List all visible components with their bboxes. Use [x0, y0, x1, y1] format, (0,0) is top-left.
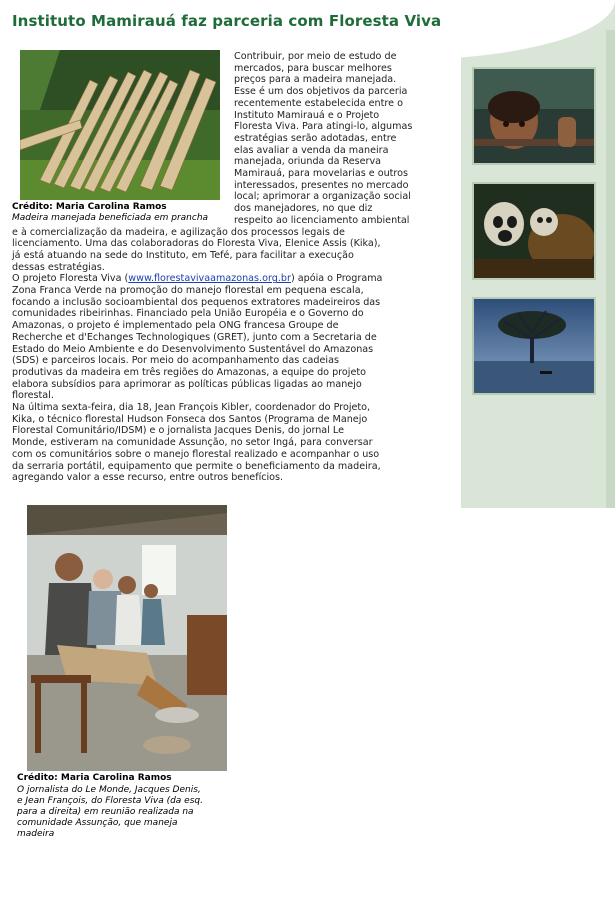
photo2-caption [17, 785, 242, 840]
caption-line: comunidade Assunção, que maneja [17, 818, 178, 828]
text-line: Recherche et d'Echanges Technologiques (GRET), junto com a Secretaria de [12, 331, 377, 343]
text-line: Mamirauá, para movelarias e outros [234, 168, 409, 179]
photo1-caption: Madeira manejada beneficiada em prancha [12, 213, 209, 223]
text-line: elas avaliar a venda da maneira [234, 144, 389, 156]
text-line: local; aprimorar a organização social [234, 191, 411, 203]
photo-lumber-planks [20, 50, 220, 200]
text-line: Contribuir, por meio de estudo de [234, 51, 397, 62]
text-line: dessas estratégias. [12, 261, 105, 273]
caption-line: madeira [17, 829, 55, 839]
text-line: Monde, estiveram na comunidade Assunção, no setor Ingá, para conversar [12, 437, 373, 449]
text-line: Zona Franca Verde na promoção do manejo florestal em pequena escala, [12, 285, 364, 296]
text-line: agregando valor a esse recurso, entre outros benefícios. [12, 472, 284, 484]
text-line: recentemente estabelecida entre o [234, 97, 403, 109]
link-suffix: ) apóia o Programa [290, 273, 383, 285]
text-line: Amazonas, o projeto é implementado pela ONG francesa Groupe de [12, 320, 339, 332]
caption-line: O jornalista do Le Monde, Jacques Denis, [17, 785, 201, 795]
text-line: Esse é um dos objetivos da parceria [234, 86, 408, 98]
text-line: respeito ao licenciamento ambiental [234, 214, 410, 226]
text-line: Instituto Mamirauá e o Projeto [234, 109, 380, 121]
text-line: comunidades ribeirinhas. Financiado pela União Européia e o Governo do [12, 308, 364, 320]
caption-line: para a direita) em reunião realizada na [17, 807, 194, 817]
text-line: Na última sexta-feira, dia 18, Jean François Kibler, coordenador do Projeto, [12, 402, 371, 413]
photo1-credit: Crédito: Maria Carolina Ramos [12, 202, 167, 212]
text-line: produtivas da madeira em três regiões do Amazonas, a equipe do projeto [12, 366, 366, 378]
text-line-with-link [12, 273, 382, 285]
link-prefix: O projeto Floresta Viva ( [12, 273, 129, 285]
text-line: preços para a madeira manejada. [234, 74, 397, 86]
photo-meeting [27, 505, 227, 771]
text-line: já está atuando na sede do Instituto, em Tefé, para facilitar a execução [12, 249, 354, 261]
text-line: interessados, presentes no mercado [234, 179, 409, 191]
sidebar-edge [606, 30, 615, 508]
text-line: licenciamento. Uma das colaboradoras do Floresta Viva, Elenice Assis (Kika), [12, 238, 381, 250]
thumbnail-child[interactable] [472, 67, 596, 165]
thumbnail-flooded-tree[interactable] [472, 297, 596, 395]
caption-line: e Jean François, do Floresta Viva (da esq. [17, 796, 203, 806]
text-line: e à comercialização da madeira, e agilização dos processos legais de [12, 226, 345, 238]
photo2-credit: Crédito: Maria Carolina Ramos [17, 773, 172, 783]
thumbnail-monkey[interactable] [472, 182, 596, 280]
text-line: com os comunitários sobre o manejo florestal realizado e acompanhar o uso [12, 448, 380, 460]
text-line: dos manejadores, no que diz [234, 203, 373, 215]
floresta-viva-link[interactable]: www.florestavivaamazonas.org.br [128, 273, 291, 285]
text-line: Florestal Comunitário/IDSM) e o jornalista Jacques Denis, do jornal Le [12, 425, 344, 437]
article-title: Instituto Mamirauá faz parceria com Floresta Viva [12, 12, 442, 30]
text-line: manejada, oriunda da Reserva [234, 156, 382, 168]
text-line: estratégias serão adotadas, entre [234, 132, 397, 144]
text-line: elabora subsídios para aprimorar as políticas públicas ligadas ao manejo [12, 378, 362, 390]
text-line: mercados, para buscar melhores [234, 62, 392, 74]
text-line: focando a inclusão socioambiental dos pequenos extratores madeireiros das [12, 296, 381, 308]
text-line: Estado do Meio Ambiente e do Desenvolvimento Sustentável do Amazonas [12, 343, 374, 355]
text-line: Floresta Viva. Para atingi-lo, algumas [234, 121, 413, 133]
text-line: Kika, o técnico florestal Hudson Fonseca dos Santos (Programa de Manejo [12, 413, 368, 425]
text-line: da serraria portátil, equipamento que permite o beneficiamento da madeira, [12, 460, 381, 472]
text-line: (SDS) e parceiros locais. Por meio do acompanhamento das cadeias [12, 355, 339, 367]
text-line: florestal. [12, 390, 54, 402]
